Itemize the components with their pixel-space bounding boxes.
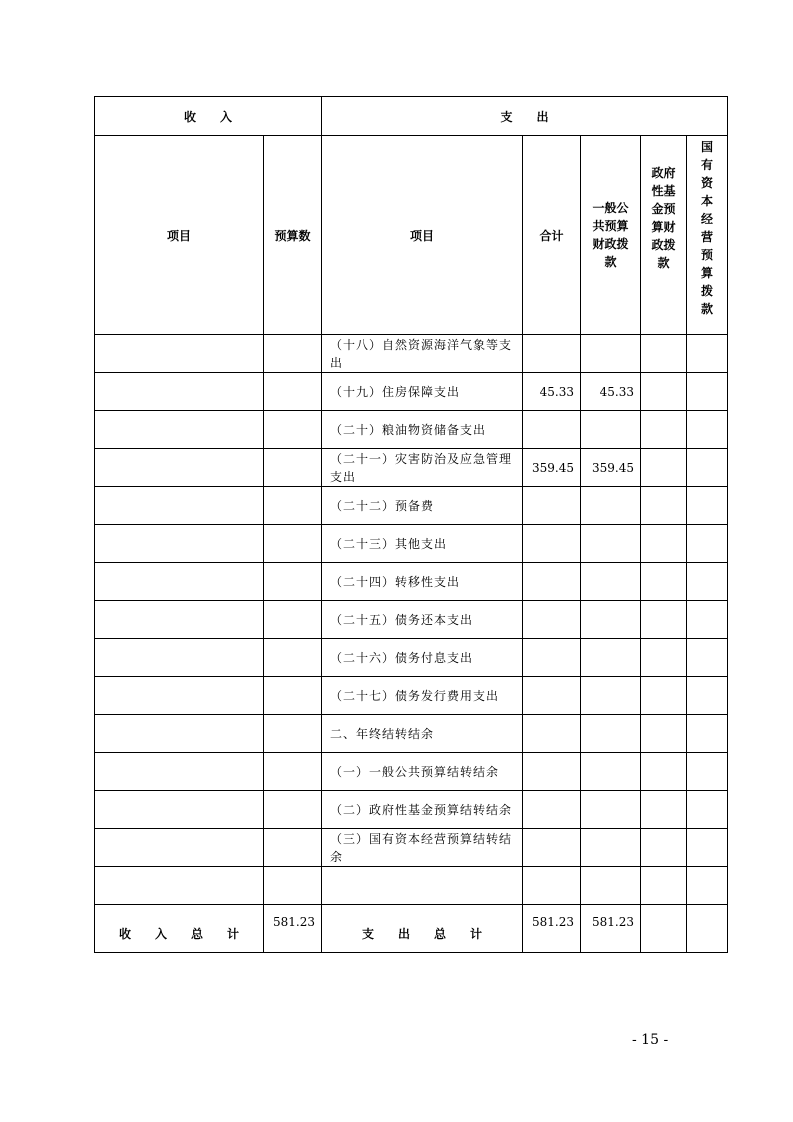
income-item-cell bbox=[95, 715, 264, 753]
expense-item-cell: （三）国有资本经营预算结转结余 bbox=[322, 829, 523, 867]
expense-item-cell: （二十一）灾害防治及应急管理支出 bbox=[322, 449, 523, 487]
expense-total-cell bbox=[523, 791, 581, 829]
expense-total-cell bbox=[523, 563, 581, 601]
income-budget-cell bbox=[264, 867, 322, 905]
expense-total-cell bbox=[523, 715, 581, 753]
expense-item-cell: （二十七）债务发行费用支出 bbox=[322, 677, 523, 715]
expense-total-cell bbox=[523, 867, 581, 905]
expense-fund-cell bbox=[641, 867, 687, 905]
table-row bbox=[95, 525, 728, 563]
income-item-cell bbox=[95, 335, 264, 373]
expense-item-cell: （十九）住房保障支出 bbox=[322, 373, 523, 411]
col-header-state bbox=[687, 136, 728, 335]
income-item-cell bbox=[95, 677, 264, 715]
expense-total-cell bbox=[523, 829, 581, 867]
income-total-value: 581.23 bbox=[264, 905, 322, 953]
table-row bbox=[95, 753, 728, 791]
income-item-cell bbox=[95, 601, 264, 639]
expense-state-cell bbox=[687, 791, 728, 829]
expense-general-cell bbox=[581, 791, 641, 829]
expense-total-cell bbox=[523, 487, 581, 525]
header-row-columns bbox=[95, 136, 728, 335]
income-budget-cell bbox=[264, 639, 322, 677]
table-row bbox=[95, 449, 728, 487]
income-item-cell bbox=[95, 449, 264, 487]
header-row-top bbox=[95, 97, 728, 136]
expense-state-cell bbox=[687, 373, 728, 411]
expense-fund-cell bbox=[641, 791, 687, 829]
income-budget-cell bbox=[264, 829, 322, 867]
expense-item-cell: （二十）粮油物资储备支出 bbox=[322, 411, 523, 449]
income-budget-cell bbox=[264, 791, 322, 829]
expense-state-cell bbox=[687, 411, 728, 449]
col-header-budget: 预算数 bbox=[264, 136, 322, 335]
income-item-cell bbox=[95, 639, 264, 677]
expense-general-cell bbox=[581, 563, 641, 601]
expense-item-cell: （二十五）债务还本支出 bbox=[322, 601, 523, 639]
expense-general-cell bbox=[581, 753, 641, 791]
income-budget-cell bbox=[264, 753, 322, 791]
expense-item-cell bbox=[322, 867, 523, 905]
expense-state-cell bbox=[687, 639, 728, 677]
income-item-cell bbox=[95, 829, 264, 867]
income-budget-cell bbox=[264, 715, 322, 753]
expense-fund-cell bbox=[641, 525, 687, 563]
income-budget-cell bbox=[264, 677, 322, 715]
expense-state-cell bbox=[687, 715, 728, 753]
expense-general-cell: 45.33 bbox=[581, 373, 641, 411]
col-header-fund bbox=[641, 136, 687, 335]
income-item-cell bbox=[95, 753, 264, 791]
expense-item-cell: （二）政府性基金预算结转结余 bbox=[322, 791, 523, 829]
expense-general-total-value: 581.23 bbox=[581, 905, 641, 953]
expense-item-cell: （二十四）转移性支出 bbox=[322, 563, 523, 601]
expense-state-cell bbox=[687, 829, 728, 867]
expense-total-cell bbox=[523, 601, 581, 639]
expense-item-cell: （一）一般公共预算结转结余 bbox=[322, 753, 523, 791]
expense-fund-cell bbox=[641, 601, 687, 639]
expense-general-cell bbox=[581, 639, 641, 677]
expense-total-cell bbox=[523, 753, 581, 791]
expense-state-cell bbox=[687, 753, 728, 791]
expense-state-cell bbox=[687, 677, 728, 715]
col-header-general-label: 一般公共预算财政拨款 bbox=[592, 201, 629, 269]
expense-fund-cell bbox=[641, 753, 687, 791]
income-item-cell bbox=[95, 487, 264, 525]
income-item-cell bbox=[95, 867, 264, 905]
income-item-cell bbox=[95, 373, 264, 411]
table-row bbox=[95, 563, 728, 601]
expense-item-cell: （二十六）债务付息支出 bbox=[322, 639, 523, 677]
expense-general-cell bbox=[581, 335, 641, 373]
expense-state-cell bbox=[687, 563, 728, 601]
expense-item-cell: 二、年终结转结余 bbox=[322, 715, 523, 753]
page-number: - 15 - bbox=[632, 1032, 669, 1048]
col-header-total: 合计 bbox=[523, 136, 581, 335]
table-row bbox=[95, 791, 728, 829]
expense-state-total-value bbox=[687, 905, 728, 953]
expense-item-cell: （二十二）预备费 bbox=[322, 487, 523, 525]
income-total-label: 收 入 总 计 bbox=[95, 905, 264, 953]
table-row bbox=[95, 487, 728, 525]
table-row bbox=[95, 601, 728, 639]
income-budget-cell bbox=[264, 335, 322, 373]
expense-state-cell bbox=[687, 867, 728, 905]
income-budget-cell bbox=[264, 601, 322, 639]
income-item-cell bbox=[95, 563, 264, 601]
expense-total-cell bbox=[523, 677, 581, 715]
table-row bbox=[95, 677, 728, 715]
table-row bbox=[95, 867, 728, 905]
expense-total-cell: 359.45 bbox=[523, 449, 581, 487]
expense-state-cell bbox=[687, 449, 728, 487]
expense-general-cell bbox=[581, 601, 641, 639]
col-header-state-label: 国有资本经营预算拨款 bbox=[701, 140, 714, 316]
table-row bbox=[95, 335, 728, 373]
expense-fund-cell bbox=[641, 677, 687, 715]
income-header: 收 入 bbox=[95, 97, 322, 136]
expense-general-cell bbox=[581, 867, 641, 905]
expense-state-cell bbox=[687, 525, 728, 563]
col-header-fund-label: 政府性基金预算财政拨款 bbox=[651, 166, 676, 270]
expense-fund-cell bbox=[641, 449, 687, 487]
expense-fund-cell bbox=[641, 335, 687, 373]
expense-fund-cell bbox=[641, 715, 687, 753]
expense-total-label: 支 出 总 计 bbox=[322, 905, 523, 953]
expense-general-cell bbox=[581, 829, 641, 867]
income-item-cell bbox=[95, 411, 264, 449]
income-item-cell bbox=[95, 525, 264, 563]
income-budget-cell bbox=[264, 525, 322, 563]
expense-total-cell bbox=[523, 639, 581, 677]
expense-state-cell bbox=[687, 335, 728, 373]
table-row bbox=[95, 639, 728, 677]
table-row bbox=[95, 373, 728, 411]
expense-general-cell bbox=[581, 677, 641, 715]
totals-row bbox=[95, 905, 728, 953]
income-budget-cell bbox=[264, 373, 322, 411]
expense-fund-cell bbox=[641, 829, 687, 867]
expense-item-cell: （十八）自然资源海洋气象等支出 bbox=[322, 335, 523, 373]
table-row bbox=[95, 715, 728, 753]
income-budget-cell bbox=[264, 449, 322, 487]
expense-general-cell bbox=[581, 487, 641, 525]
table-row bbox=[95, 829, 728, 867]
income-budget-cell bbox=[264, 487, 322, 525]
expense-total-cell: 45.33 bbox=[523, 373, 581, 411]
expense-fund-cell bbox=[641, 487, 687, 525]
income-item-cell bbox=[95, 791, 264, 829]
income-budget-cell bbox=[264, 411, 322, 449]
expense-fund-cell bbox=[641, 373, 687, 411]
expense-state-cell bbox=[687, 601, 728, 639]
expense-fund-cell bbox=[641, 639, 687, 677]
expense-general-cell: 359.45 bbox=[581, 449, 641, 487]
expense-general-cell bbox=[581, 525, 641, 563]
table-row bbox=[95, 411, 728, 449]
expense-total-value: 581.23 bbox=[523, 905, 581, 953]
col-header-income-item: 项目 bbox=[95, 136, 264, 335]
expense-state-cell bbox=[687, 487, 728, 525]
expense-fund-total-value bbox=[641, 905, 687, 953]
expense-general-cell bbox=[581, 411, 641, 449]
expense-total-cell bbox=[523, 335, 581, 373]
expense-total-cell bbox=[523, 411, 581, 449]
expense-fund-cell bbox=[641, 563, 687, 601]
income-budget-cell bbox=[264, 563, 322, 601]
expense-header: 支 出 bbox=[322, 97, 728, 136]
expense-general-cell bbox=[581, 715, 641, 753]
col-header-expense-item: 项目 bbox=[322, 136, 523, 335]
expense-total-cell bbox=[523, 525, 581, 563]
budget-table bbox=[94, 96, 728, 953]
col-header-general bbox=[581, 136, 641, 335]
expense-item-cell: （二十三）其他支出 bbox=[322, 525, 523, 563]
expense-fund-cell bbox=[641, 411, 687, 449]
